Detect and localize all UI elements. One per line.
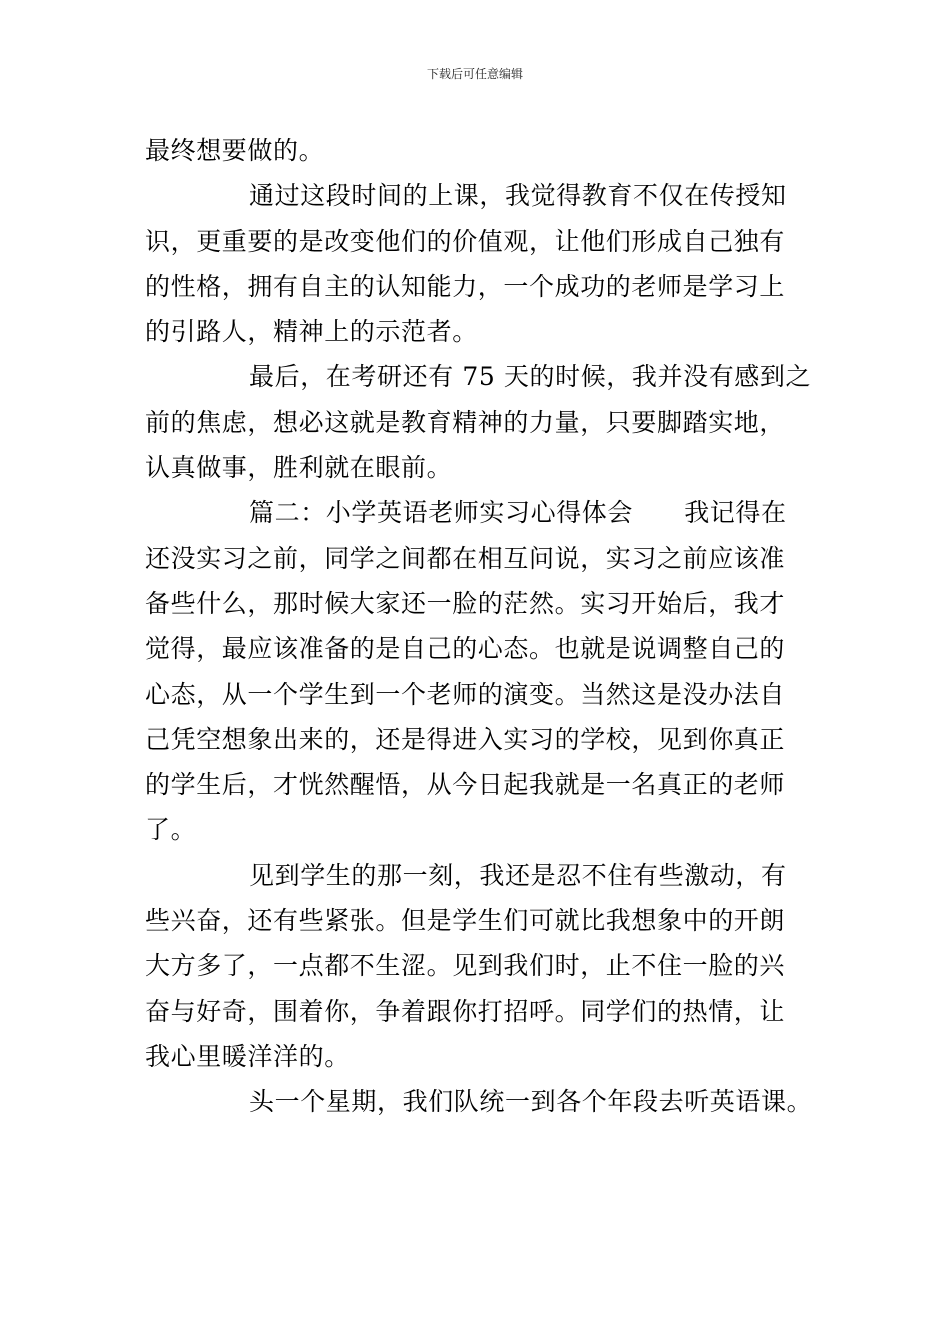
- text-line: 最终想要做的。: [145, 136, 325, 165]
- text-line: 前的焦虑，想必这就是教育精神的力量，只要脚踏实地，: [145, 407, 786, 437]
- text-line: 识，更重要的是改变他们的价值观，让他们形成自己独有: [145, 226, 786, 256]
- text-line: 奋与好奇，围着你，争着跟你打招呼。同学们的热情，让: [145, 996, 786, 1026]
- text-line: 我心里暖洋洋的。: [145, 1041, 350, 1071]
- paragraph-start-line: 通过这段时间的上课，我觉得教育不仅在传授知: [249, 181, 787, 211]
- text-line: 些兴奋，还有些紧张。但是学生们可就比我想象中的开朗: [145, 906, 786, 936]
- text-line: 的学生后，才恍然醒悟，从今日起我就是一名真正的老师: [145, 770, 786, 800]
- section-title-line: 篇二：小学英语老师实习心得体会 我记得在: [249, 498, 787, 528]
- paragraph-start-line: 见到学生的那一刻，我还是忍不住有些激动，有: [249, 860, 787, 890]
- text-line: 觉得，最应该准备的是自己的心态。也就是说调整自己的: [145, 634, 786, 664]
- text-line: 心态，从一个学生到一个老师的演变。当然这是没办法自: [145, 679, 786, 709]
- text-line: 的引路人，精神上的示范者。: [145, 317, 478, 347]
- text-line: 了。: [145, 815, 197, 845]
- document-body: [145, 128, 813, 1125]
- text-line: 己凭空想象出来的，还是得进入实习的学校，见到你真正: [145, 724, 786, 754]
- text-line: 还没实习之前，同学之间都在相互问说，实习之前应该准: [145, 543, 786, 573]
- page-header: 下载后可任意编辑: [426, 67, 523, 81]
- paragraph-start-line: 头一个星期，我们队统一到各个年段去听英语课。: [249, 1087, 813, 1117]
- text-line: 大方多了，一点都不生涩。见到我们时，止不住一脸的兴: [145, 951, 786, 981]
- text-line: 的性格，拥有自主的认知能力，一个成功的老师是学习上: [145, 271, 786, 301]
- text-line: 备些什么，那时候大家还一脸的茫然。实习开始后，我才: [145, 588, 786, 618]
- text-line: 认真做事，胜利就在眼前。: [145, 453, 453, 483]
- paragraph-start-line: 最后，在考研还有 75 天的时候，我并没有感到之: [249, 362, 812, 392]
